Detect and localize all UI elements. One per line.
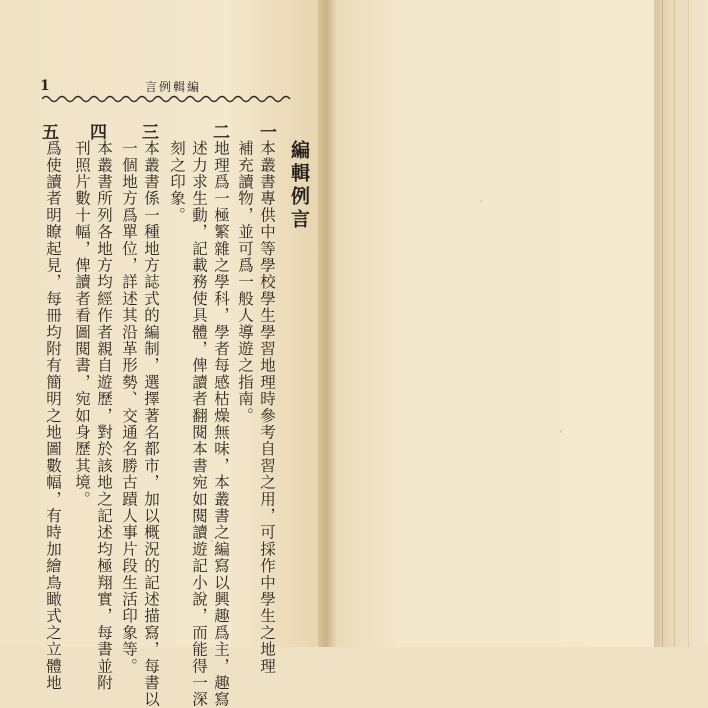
text-column: 述力求生動，記載務使具體，俾讀者翻閱本書宛如閱讀遊記小說，而能得一深: [190, 140, 208, 708]
text-column: 地理爲一極繁雜之學科，學者每感枯燥無味，本叢書之編寫以興趣爲主，趣寫: [212, 140, 230, 708]
text-column: 一個地方爲單位，詳述其沿革形勢、交通名勝古蹟人事片段生活印象等。: [120, 140, 138, 675]
item-numeral: 四: [90, 123, 107, 143]
page-edge-line: [662, 0, 663, 647]
page-edge-line: [688, 0, 689, 647]
item-numeral: 一: [260, 123, 277, 143]
running-head: 言例輯編: [145, 80, 202, 94]
item-numeral: 三: [142, 123, 159, 143]
text-column: 本叢書專供中等學校學生學習地理時參考自習之用，可採作中學生之地理: [258, 140, 276, 675]
text-column: 本叢書係一種地方誌式的編制，選擇著名都市，加以概況的記述描寫，每書以: [142, 140, 160, 708]
text-column: 爲使讀者明瞭起見，每冊均附有簡明之地圖數幅，有時加繪鳥瞰式之立體地: [44, 140, 62, 692]
page-title: 編輯例言: [288, 140, 310, 232]
text-column: 補充讀物，並可爲一般人導遊之指南。: [236, 140, 254, 424]
page-number: 1: [40, 78, 50, 94]
paper-speck: [560, 430, 562, 433]
item-numeral: 二: [213, 123, 230, 143]
item-numeral: 五: [42, 123, 59, 143]
text-column: 刻之印象。: [168, 140, 186, 224]
book-gutter: [318, 0, 336, 647]
right-page-blank: [336, 0, 654, 647]
page-edge: [654, 0, 708, 647]
paper-speck: [480, 200, 482, 202]
page-edge-line: [674, 0, 675, 647]
wavy-rule: [42, 92, 292, 106]
text-column: 刊照片數十幅，俾讀者看圖閱書，宛如身歷其境。: [73, 140, 91, 508]
text-column: 本叢書所列各地方均經作者親自遊歷，對於該地之記述均極翔實，每書並附: [95, 140, 113, 692]
